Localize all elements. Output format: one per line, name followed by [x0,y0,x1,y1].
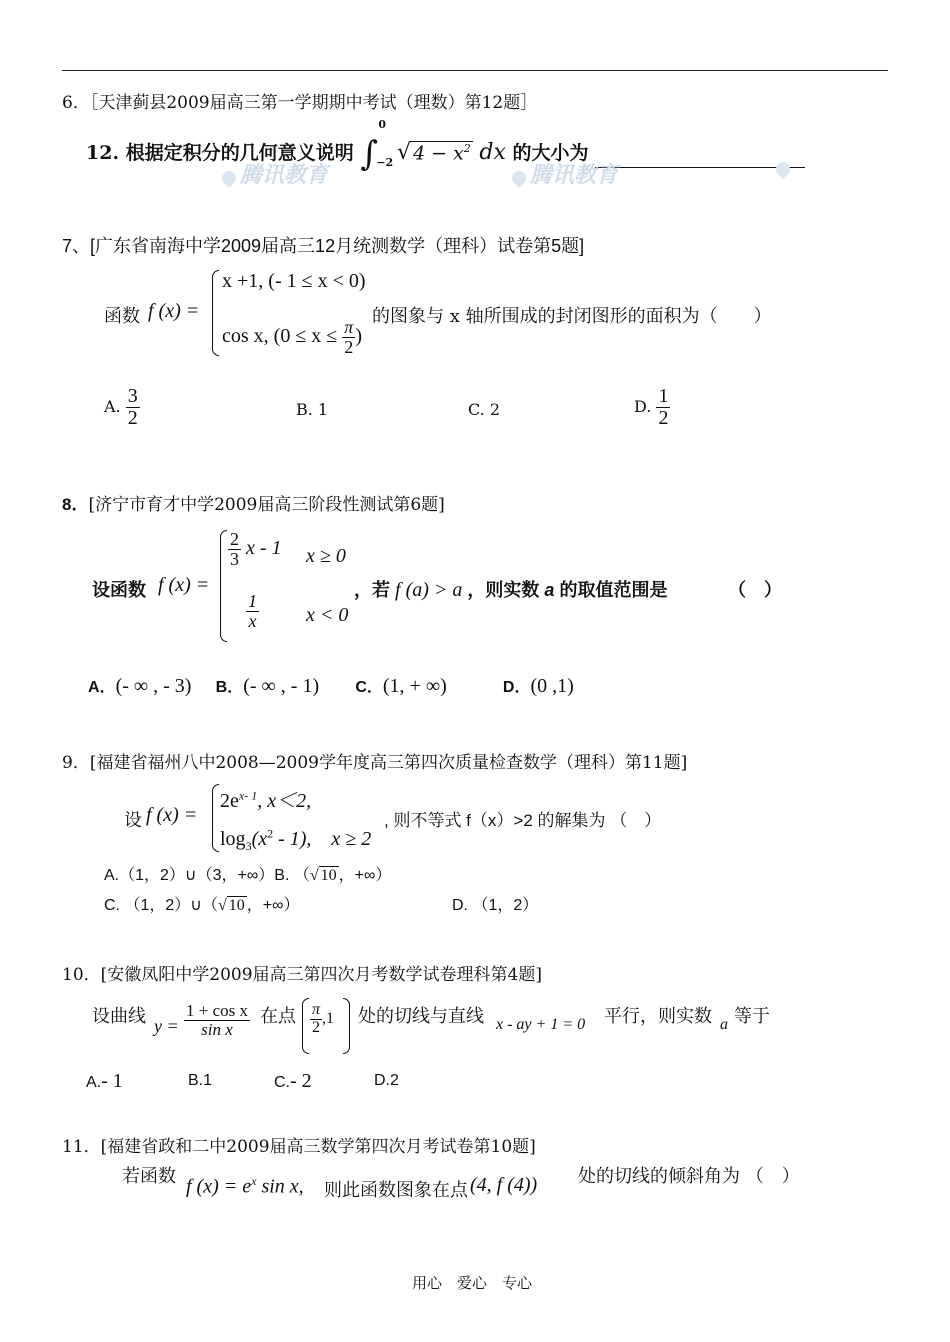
q7-option-d-label: D. [634,397,652,416]
q8-one-over-x [246,592,259,631]
q6-answer-blank [595,149,805,168]
q10-option-d: D.2 [374,1072,399,1089]
q10-option-c-value: - 2 [290,1070,312,1092]
q8-option-b-label: B． [215,679,244,696]
q9-case1 [220,784,311,813]
q8-option-d-label: D． [502,679,531,696]
q9-sqrt10-b: 10 [320,867,337,884]
q9-case2 [220,822,371,854]
sqrt-symbol: √ [396,140,411,165]
q9-tail: , 则不等式 f（x）>2 的解集为 （ ） [384,811,662,830]
q7-option-d-frac [656,386,670,429]
q7-header: 7、[广东省南海中学2009届高三12月统测数学（理科）试卷第5题] [62,236,585,256]
q6-integral [360,118,394,174]
q7-fx: f (x) = [148,300,200,322]
q11-header: 11．[福建省政和二中2009届高三数学第四次月考试卷第10题] [62,1137,536,1157]
q7-a-den: 2 [127,407,138,429]
q8-option-a: (- ∞ , - 3) [115,675,192,697]
q8-c2-den: x [248,610,257,631]
q8-options [88,674,574,698]
q8-option-c: (1, + ∞) [382,675,447,697]
q8-case2-cond: x < 0 [306,604,349,626]
q11-mid: 则此函数图象在点 [324,1180,468,1201]
q11-exp: x [251,1174,257,1188]
q8-mid: ，若 [354,580,390,600]
q7-case2-text: cos x, (0 ≤ x ≤ [222,324,338,347]
q6-dx: dx [479,140,506,165]
q9-c2b: (x [251,828,268,850]
q10-fraction [184,1002,250,1039]
q7-lead: 函数 [104,306,140,327]
q7-d-den: 2 [658,407,669,429]
q7-two: 2 [344,336,354,357]
q8-brace [220,530,227,642]
q6-lower-limit: −2 [376,156,394,169]
q9-header: 9．[福建省福州八中2008—2009学年度高三第四次质量检查数学（理科）第11题] [62,753,688,773]
q8-fx: f (x) = [158,574,210,596]
q10-at: 在点 [260,1006,296,1027]
q9-c1-exp: x- 1 [238,788,258,803]
q8-lead: 设函数 [92,580,146,600]
q9-c2c: - 1), x ≥ 2 [273,828,372,850]
q7-brace [212,270,219,356]
q8-c1-expr: x - 1 [246,536,282,559]
watermark-logo-icon [509,168,529,188]
q8-paren: （ ） [728,580,782,600]
watermark-logo-icon [773,159,793,179]
q8-tail1: ，则实数 [467,580,540,600]
q10-line: x - ay + 1 = 0 [496,1016,586,1033]
page-footer: 用心 爱心 专心 [412,1274,533,1292]
q10-option-c-label: C. [274,1074,290,1091]
q10-option-a-value: - 1 [101,1070,123,1092]
q9-options-ab: A.（1，2）∪（3，+∞）B. （√ 10 ，+∞） [104,867,392,884]
q11-expr-b: sin x, [256,1175,304,1198]
q9-option-ab-text: A.（1，2）∪（3，+∞）B. （ [104,867,310,884]
q6-power: 2 [463,141,471,155]
q8-c1-den: 3 [230,548,239,569]
q6-upper-limit: 0 [378,118,386,131]
q9-option-c-tail: ，+∞） [246,897,300,914]
q10-numerator: 1 + cos x [186,1001,248,1020]
q8-number: 8． [62,495,89,514]
q8-case1 [228,530,282,569]
q6-header: 6．［天津蓟县2009届高三第一学期期中考试（理数）第12题］ [62,93,538,113]
q11-expr-a: f (x) = e [186,1175,252,1198]
q9-log-base: 3 [245,839,252,853]
q8-header-text: [济宁市育才中学2009届高三阶段性测试第6题] [88,495,445,515]
q10-two: 2 [312,1018,320,1036]
q7-option-a-frac [126,386,140,429]
q8-option-a-label: A． [88,679,116,696]
q8-inequality: f (a) > a [395,579,463,601]
q6-watermark-2 [512,158,618,189]
q8-a: a [544,580,555,600]
q9-c1a: 2e [220,790,239,812]
q10-right-paren [343,998,350,1054]
q7-option-b: B. 1 [296,400,329,419]
q9-sqrt10-c: 10 [228,897,245,914]
q7-case1: x +1, (- 1 ≤ x < 0) [222,270,366,292]
q7-pi: π [344,317,354,337]
watermark-logo-icon [219,168,239,188]
q11-expression [186,1174,304,1199]
q6-text1: 根据定积分的几何意义说明 [125,142,354,164]
q7-case2 [222,318,362,357]
q6-radicand [411,141,473,164]
watermark-text-2: 腾讯教育 [530,163,619,188]
q10-option-a-label: A. [86,1074,102,1091]
top-rule [62,70,888,71]
q9-lead: 设 [124,810,142,831]
q7-option-c: C. 2 [468,400,501,419]
q10-option-a [86,1070,123,1093]
q10-tail2: 等于 [734,1006,770,1027]
q6-text2: 的大小为 [512,142,589,164]
q9-option-b-tail: ，+∞） [338,867,392,884]
q9-option-c: C. （1，2）∪（√ 10 ，+∞） [104,897,300,914]
q7-case2-close: ) [355,324,362,347]
q6-radicand-text: 4 − x [412,142,464,164]
q7-d-num: 1 [658,385,669,407]
q10-frac [184,1002,250,1039]
q10-pi-over-2 [310,1002,322,1037]
q8-c1-num: 2 [230,529,239,549]
q11-tail: 处的切线的倾斜角为 （ ） [578,1166,800,1187]
q6-watermark-1 [222,158,328,189]
q9-brace [212,784,219,852]
q10-option-c [274,1070,312,1093]
q9-c2-exp: 2 [267,826,274,841]
q9-fx: f (x) = [146,804,198,826]
q7-option-a [104,386,140,429]
q6-number: 12. [86,142,120,164]
q10-point-tail: ,1 [322,1009,335,1027]
q8-c2-num: 1 [248,591,257,611]
q8-case1-cond: x ≥ 0 [306,545,346,567]
q7-a-num: 3 [127,385,138,407]
q8-option-b: (- ∞ , - 1) [243,675,320,697]
q10-left-paren [302,998,309,1054]
integral-sign: ∫ [360,134,379,174]
watermark-text-1: 腾讯教育 [240,163,329,188]
q10-header: 10．[安徽凤阳中学2009届高三第四次月考数学试卷理科第4题] [62,965,542,985]
q11-point: (4, f (4)) [470,1174,538,1196]
q8-condition-line [354,576,667,602]
q10-lead: 设曲线 [92,1006,146,1027]
q6-problem [86,118,805,174]
q7-option-d [634,386,670,429]
q9-c2a: log [220,828,246,850]
q8-tail2: 的取值范围是 [559,580,668,600]
q11-lead: 若函数 [122,1166,176,1187]
q6-watermark-3 [776,158,794,177]
q10-y: y = [154,1016,179,1036]
q8-case2 [246,592,259,631]
q10-option-b: B.1 [188,1072,213,1089]
q9-option-c-text: C. （1，2）∪（ [104,897,218,914]
q10-point [310,1002,334,1037]
q10-mid: 处的切线与直线 [358,1006,484,1027]
q9-option-d: D. （1，2） [452,897,539,914]
q8-header [62,490,445,515]
q8-option-c-label: C． [355,679,383,696]
q7-option-a-label: A. [104,397,121,416]
q7-tail: 的图象与 x 轴所围成的封闭图形的面积为（ ） [372,306,772,327]
q10-a: a [720,1016,728,1033]
q8-two-thirds [228,530,241,569]
q10-pi: π [312,1001,321,1018]
q10-tail: 平行，则实数 [604,1006,712,1027]
q9-c1b: , x＜2, [257,790,312,812]
q8-option-d: (0 ,1) [530,675,574,697]
q10-denominator: sin x [201,1019,233,1039]
q7-pi-over-2 [342,318,355,357]
